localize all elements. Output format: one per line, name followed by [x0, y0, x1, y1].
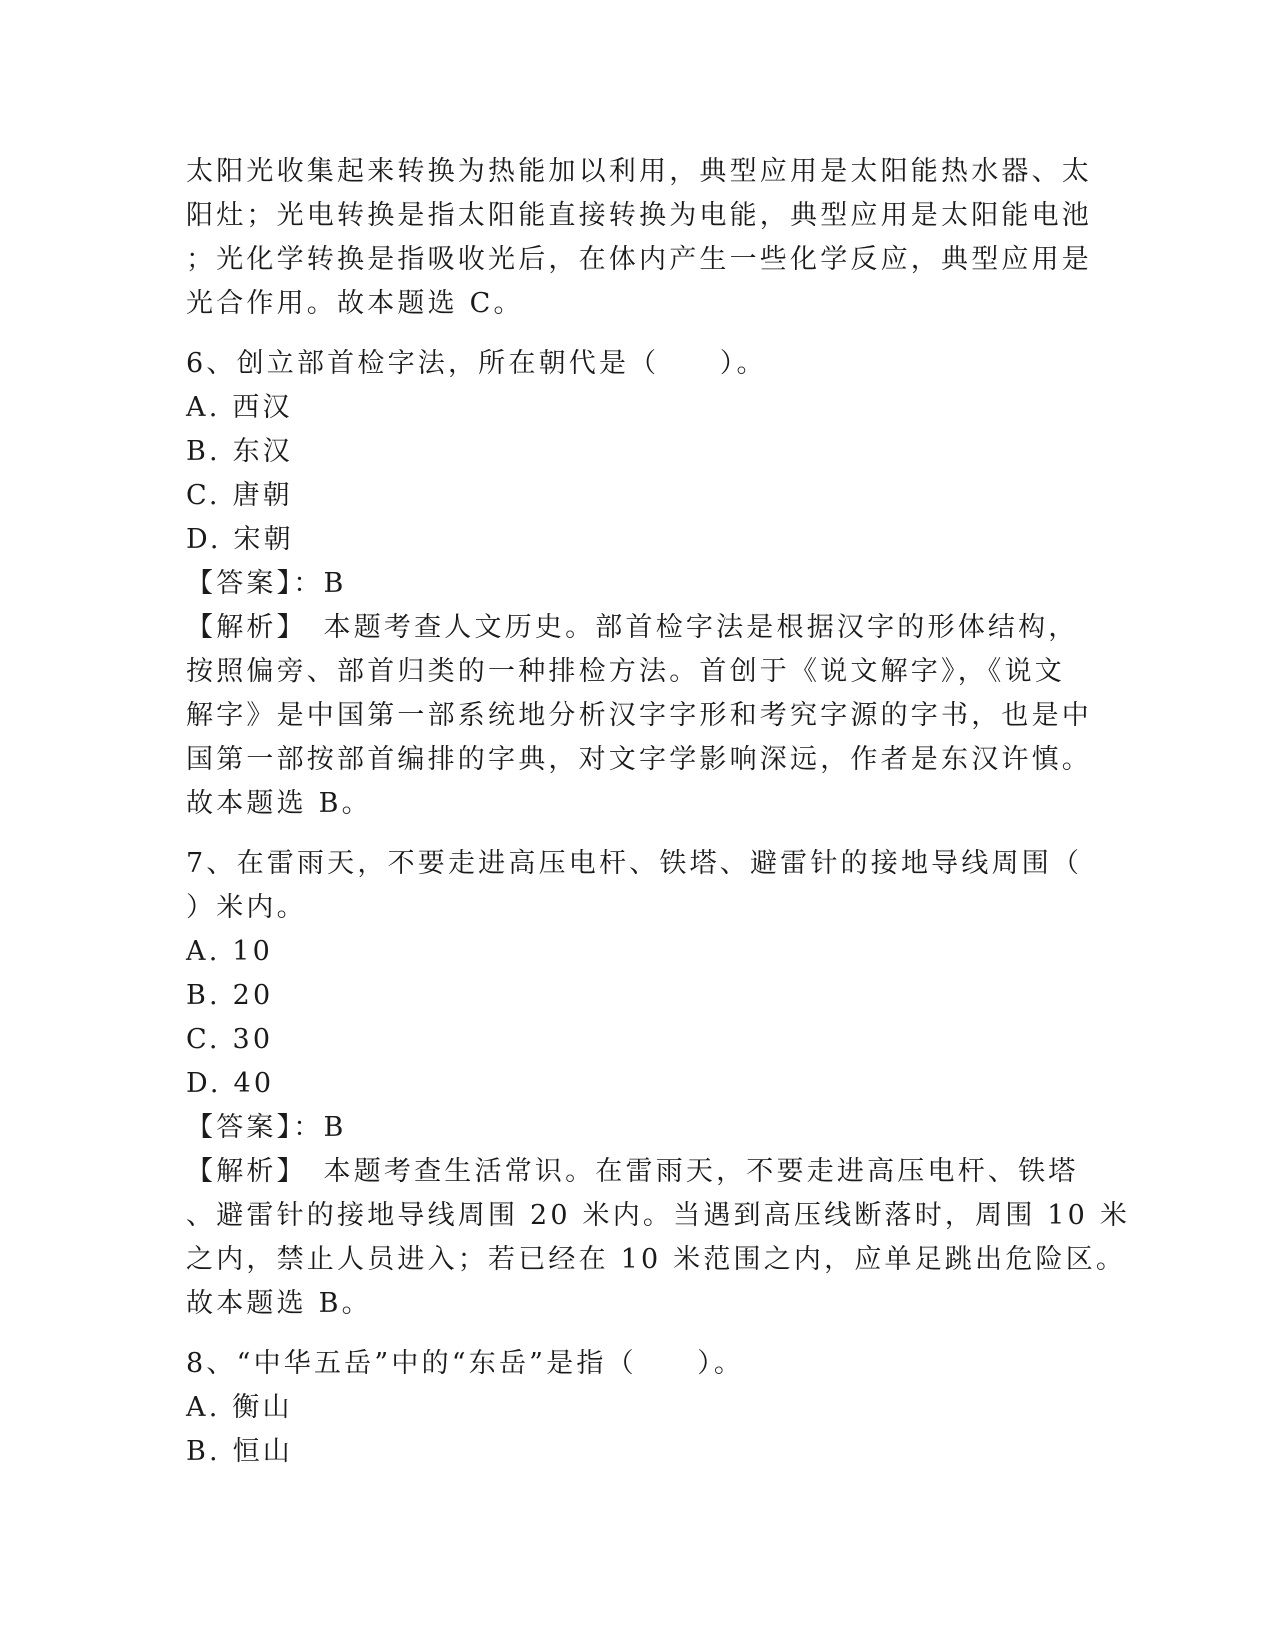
- question-stem: 6、创立部首检字法，所在朝代是（ ）。: [186, 348, 767, 379]
- analysis-line: 解字》是中国第一部系统地分析汉字字形和考究字源的字书，也是中: [186, 700, 1092, 731]
- analysis-line: 【解析】 本题考查人文历史。部首检字法是根据汉字的形体结构，: [186, 612, 1079, 643]
- analysis-line: 故本题选 B。: [186, 788, 372, 819]
- document-page: [186, 150, 1131, 1474]
- question-stem: 8、“中华五岳”中的“东岳”是指（ ）。: [186, 1348, 745, 1379]
- question-6: [186, 342, 1092, 826]
- question-8: [186, 1342, 1066, 1474]
- option-b: B. 20: [186, 980, 274, 1011]
- option-c: C. 30: [186, 1024, 274, 1055]
- paragraph-line: 阳灶；光电转换是指太阳能直接转换为电能，典型应用是太阳能电池: [186, 200, 1092, 231]
- answer-line: 【答案】：B: [186, 1112, 347, 1143]
- question-stem: ）米内。: [186, 892, 307, 923]
- analysis-line: 故本题选 B。: [186, 1288, 372, 1319]
- previous-question-explanation: [186, 150, 1092, 326]
- paragraph-line: 太阳光收集起来转换为热能加以利用，典型应用是太阳能热水器、太: [186, 156, 1092, 187]
- option-d: D. 40: [186, 1068, 275, 1099]
- analysis-line: 之内，禁止人员进入；若已经在 10 米范围之内，应单足跳出危险区。: [186, 1244, 1127, 1275]
- analysis-line: 【解析】 本题考查生活常识。在雷雨天，不要走进高压电杆、铁塔: [186, 1156, 1079, 1187]
- analysis-line: 国第一部按部首编排的字典，对文字学影响深远，作者是东汉许慎。: [186, 744, 1092, 775]
- paragraph-line: 光合作用。故本题选 C。: [186, 288, 524, 319]
- option-a: A. 衡山: [186, 1392, 293, 1423]
- analysis-line: 、避雷针的接地导线周围 20 米内。当遇到高压线断落时，周围 10 米: [186, 1200, 1131, 1231]
- option-b: B. 东汉: [186, 436, 294, 467]
- question-stem: 7、在雷雨天，不要走进高压电杆、铁塔、避雷针的接地导线周围（: [186, 848, 1083, 879]
- analysis-line: 按照偏旁、部首归类的一种排检方法。首创于《说文解字》，《说文: [186, 656, 1065, 687]
- option-d: D. 宋朝: [186, 524, 294, 555]
- paragraph-line: ；光化学转换是指吸收光后，在体内产生一些化学反应，典型应用是: [186, 244, 1092, 275]
- option-b: B. 恒山: [186, 1436, 294, 1467]
- answer-line: 【答案】：B: [186, 568, 347, 599]
- question-7: [186, 842, 1131, 1326]
- option-a: A. 10: [186, 936, 274, 967]
- option-c: C. 唐朝: [186, 480, 293, 511]
- option-a: A. 西汉: [186, 392, 293, 423]
